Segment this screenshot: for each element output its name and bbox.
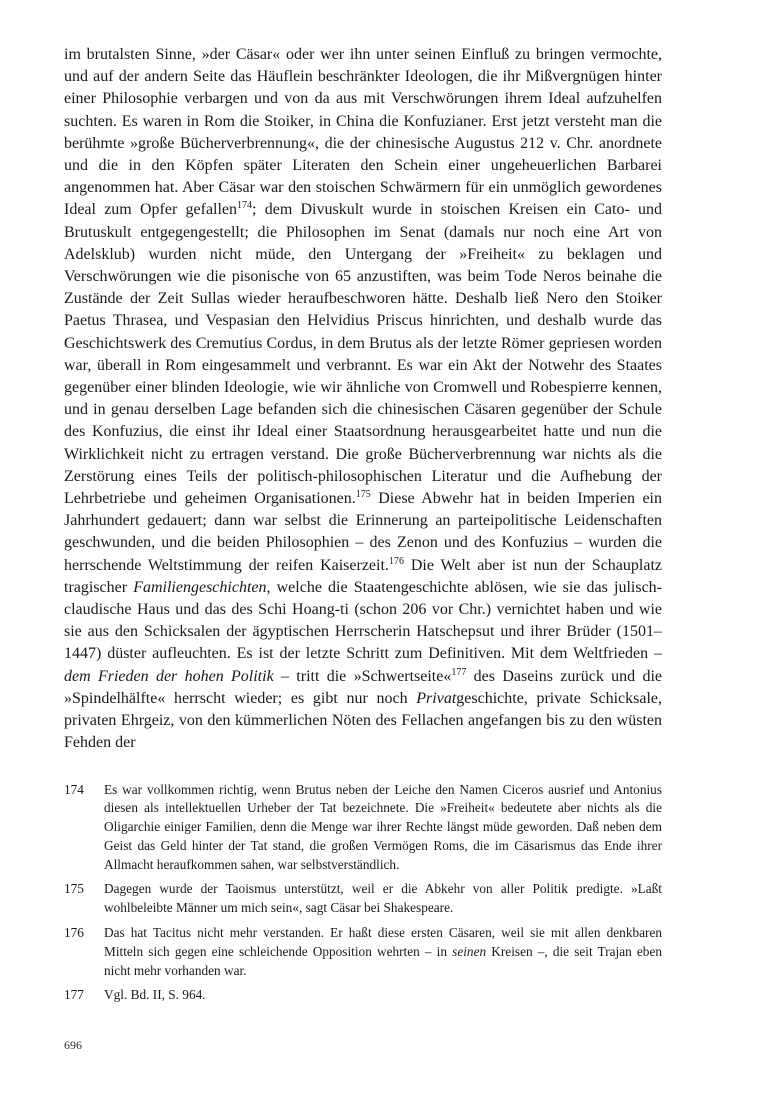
italic-text: Familiengeschichten, (133, 578, 271, 596)
footnote-number: 177 (64, 987, 84, 1003)
italic-text: dem Frieden der hohen Politik (64, 667, 274, 685)
footnote-174 (64, 781, 662, 875)
page-number: 696 (64, 1038, 82, 1052)
text-run: des Daseins zurück und die »Spindelhälfte« herrscht wieder; es gibt nur noch (64, 667, 663, 707)
book-page (64, 44, 662, 1011)
footnote-number: 174 (64, 781, 84, 797)
italic-text: Privat (416, 689, 457, 707)
text-run: im brutalsten Sinne, »der Cäsar« oder wer ihn unter seinen Einfluß zu bringen vermochte, und auf der andern Seite das Häuflein beschränkter Ideologen, die ihr Mißvergnügen hinter einer Philosophie verbargen und von da aus mit Verschwörungen ihrem Ideal aufzuhelfen suchten. Es waren in Rom die Stoiker, in China die Konfuzianer. Erst jetzt versteht man die berühmte »große Bücherverbrennung«, die der chinesische Augustus 212 v. Chr. anordnete und die in den Köpfen später Literaten den Schein einer ungeheuerlichen Barbarei angenommen hat. Aber Cäsar war den stoischen Schwärmern für ein unmöglich gewordenes Ideal zum Opfer gefallen (64, 46, 662, 219)
text-run: Die Welt aber ist nun der Schauplatz tragischer (64, 556, 663, 596)
text-run: geschichte, private Schicksale, privaten Ehrgeiz, von den kümmerlichen Nöten des Fellachen angefangen bis zu den wüsten Fehden der (64, 689, 663, 752)
footnote-ref-176: 176 (388, 555, 404, 567)
footnote-ref-174: 174 (237, 200, 253, 212)
italic-text: seinen (452, 943, 487, 959)
footnote-text: Vgl. Bd. II, S. 964. (104, 987, 206, 1003)
footnote-176 (64, 924, 662, 980)
text-run: ; dem Divuskult wurde in stoischen Kreisen ein Cato- und Brutuskult entgegengestellt; die Philosophen im Senat (damals nur noch eine Art von Adelsklub) wurden nicht müde, den Untergang der »Freiheit« zu beklagen und Verschwörungen wie die pisonische von 65 anzustiften, was beim Tode Neros beinahe die Zustände der Zeit Sullas wieder heraufbeschworen hätte. Deshalb ließ Nero den Stoiker Paetus Thrasea, und Vespasian den Helvidius Priscus hinrichten, und deshalb wurde das Geschichtswerk des Cremutius Cordus, in dem Brutus als der letzte Römer gepriesen worden war, überall in Rom eingesammelt und verbrannt. Es war ein Akt der Notwehr des Staates gegenüber einer blinden Ideologie, wie wir ähnliche von Cromwell und Robespierre kennen, und in genau derselben Lage befanden sich die chinesischen Cäsaren gegenüber der Schule des Konfuzius, die einst ihr Ideal einer Staatsordnung herausgearbeitet hatte und nun die Wirklichkeit nicht zu ertragen verstand. Die große Bücherverbrennung war nichts als die Zerstörung eines Teils der politisch-philosophischen Literatur und die Aufhebung der Lehrbetriebe und geheimen Organisationen. (64, 201, 663, 508)
footnote-text: Dagegen wurde der Taoismus unterstützt, weil er die Abkehr von aller Politik predigte. »Laßt wohlbeleibte Männer um mich sein«, sagt Cäsar bei Shakespeare. (104, 881, 662, 916)
text-run: Diese Abwehr hat in beiden Imperien ein Jahrhundert gedauert; dann war selbst die Erinnerung an parteipolitische Leidenschaften geschwunden, und die beiden Philosophien – des Zenon und des Konfuzius – wurden die herrschende Weltstimmung der reifen Kaiserzeit. (64, 490, 662, 574)
footnote-175 (64, 880, 662, 918)
main-text (64, 44, 662, 755)
footnote-text: Es war vollkommen richtig, wenn Brutus neben der Leiche den Namen Ciceros ausrief und Antonius diesen als intellektuellen Urheber der Tat bezeichnete. Die »Freiheit« bedeutete aber nichts als die Oligarchie einiger Familien, denn die Menge war ihrer Rechte längst müde geworden. Daß neben dem Geist das Geld hinter der Tat stand, die großen Vermögen Roms, die im Cäsarismus das Ende ihrer Allmacht heraufkommen sahen, war selbstverständlich. (104, 781, 662, 872)
body-paragraph (64, 44, 662, 755)
footnote-text (104, 924, 662, 980)
text-run: – tritt die »Schwertseite« (273, 667, 452, 685)
footnote-ref-177: 177 (451, 666, 467, 678)
footnote-number: 175 (64, 881, 84, 897)
footnotes-section (64, 781, 662, 1006)
text-run: Das hat Tacitus nicht mehr verstanden. Er haßt diese ersten Cäsaren, weil sie mit allen denkbaren Mitteln sich gegen eine schleichende Opposition wehrten – in (104, 925, 662, 959)
footnote-177 (64, 986, 662, 1005)
footnote-ref-175: 175 (355, 489, 371, 501)
text-run: welche die Staatengeschichte ablösen, wie sie das julisch-claudische Haus und das des Schi Hoang-ti (schon 206 vor Chr.) vernichtet haben und wie sie aus den Schicksalen der ägyptischen Herrscherin Hatschepsut und ihrer Brüder (1501–1447) düster aufleuchten. Es ist der letzte Schritt zum Definitiven. Mit dem Weltfrieden – (64, 578, 662, 663)
text-run: Kreisen –, die seit Trajan eben nicht mehr vorhanden war. (104, 943, 662, 978)
footnote-number: 176 (64, 925, 84, 941)
